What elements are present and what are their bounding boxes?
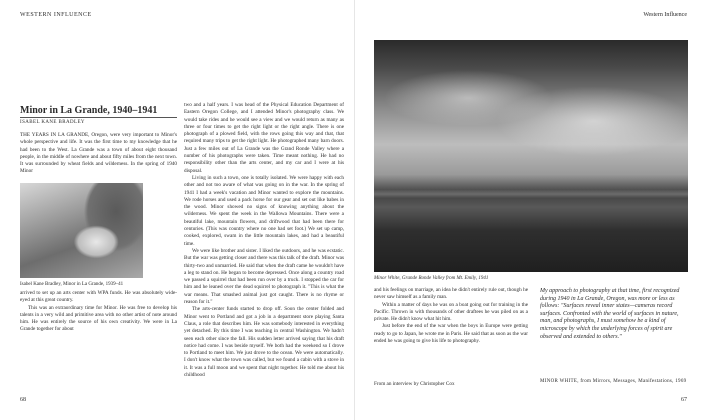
page-number-left: 68 — [20, 397, 26, 403]
portrait-photo — [20, 183, 143, 278]
landscape-photo — [374, 40, 688, 272]
interview-credit: From an interview by Christopher Cox — [374, 381, 455, 387]
article-author: ISABEL KANE BRADLEY — [20, 120, 85, 125]
column-2 — [184, 102, 344, 387]
paragraph: Just before the end of the war when the boys in Europe were getting ready to go to Japan, he wrote me in Paris. He said that as soon as the war ended he was going to give his life to photography. — [374, 323, 528, 345]
quote-attribution: MINOR WHITE, from Mirrors, Messages, Manifestations, 1969 — [540, 379, 687, 384]
paragraph: We were like brother and sister. I liked the outdoors, and he was ecstatic. But the war was getting closer and there was this talk of the draft. Minor was thirty-two and unmarried. He said that when the draft came he wouldn't have a leg to stand on. He began to become depressed. Once along a country road we passed a squirrel that had been run over by a truck. I stopped the car for him and he leaned over the dead squirrel to photograph it. "This is what the war means. That smashed animal just got caught. There is no rhyme or reason for it." — [184, 247, 344, 306]
paragraph: two and a half years. I was head of the Physical Education Department of Eastern Oregon College, and I attended Minor's photography class. We would take rides and he would see a view and we would return as many as three or four times to get the right light or the right angle. There is one photograph of a plowed field, with the rows going this way and that, that required many trips to get the right light. He photographed many barn doors. Just a few miles out of La Grande was the Grand Ronde Valley where a number of his photographs were taken. Time meant nothing. He had no responsibility other than the arts center, and my car and I were at his disposal. — [184, 102, 344, 174]
running-head-right: Western Influence — [643, 12, 687, 18]
paragraph: Within a matter of days he was on a boat going out for training in the Pacific. Thrown in with thousands of other draftees he was piled on as a private. He didn't know what hit him. — [374, 301, 528, 323]
running-head-left: WESTERN INFLUENCE — [20, 12, 92, 18]
column-1-top — [20, 132, 177, 182]
paragraph: The arts-center funds started to drop off. Soon the center folded and Minor went to Portland and got a job in a department store playing Santa Claus, a role that describes him. He was somebody interested in everything yet detached. By this time I was teaching in central Washington. We hadn't seen each other since the fall. His sudden letter arrived saying that his draft notice had come. I was beside myself. We both had the weekend so I drove to Portland to meet him. We just drove to the ocean. We were automatically. I don't know what the town was called, but we found a cabin with a stove in it. It was a full moon and we spent that night together. He told me about his childhood — [184, 306, 344, 378]
column-3 — [374, 287, 528, 377]
paragraph: Living in such a town, one is totally isolated. We were happy with each other and not too aware of what was going on in the war. In the spring of 1941 I had a week's vacation and Minor wanted to explore the mountains. We rode horses and used a pack horse for our gear and set out like babes in the wood. Minor showed no signs of knowing anything about the wilderness. We spent the week in the Wallowa Mountains. There were a beautiful lake, mountain flowers, and driftwood that had been there for centuries. (This was country where no one had set foot.) We set up camp, cooked, explored, swam in the little mountain lakes, and had a beautiful time. — [184, 174, 344, 247]
page-number-right: 67 — [681, 397, 687, 403]
paragraph: arrived to set up an arts center with WPA funds. He was absolutely wide-eyed at this great country. — [20, 290, 177, 304]
gutter-divider — [354, 0, 355, 420]
paragraph: and his feelings on marriage, an idea he didn't entirely rule out, though he never saw himself as a family man. — [374, 287, 528, 301]
photo-caption-left: Isabel Kane Bradley, Minor in La Grande, 1939–41 — [20, 282, 124, 287]
photo-caption-right: Minor White, Grande Ronde Valley from Mt. Emily, 1941 — [374, 276, 489, 281]
article-title: Minor in La Grande, 1940–1941 — [20, 105, 158, 116]
pull-quote: My approach to photography at that time, first recognized during 1940 in La Grande, Oregon, was more or less as follows: "Surfaces reveal inner states—cameras record surfaces. Confronted with the world of surfaces in nature, man, and photographs, I must somehow be a kind of microscope by which the underlying forces of spirit are observed and extended to others." — [540, 288, 680, 340]
paragraph: THE YEARS IN LA GRANDE, Oregon, were very important to Minor's whole perspective and life. It was the first time to my knowledge that he had been to the West. La Grande was a town of about eight thousand people, in the middle of nowhere and about fifty miles from the next town. It was surrounded by wheat fields and wilderness. In the spring of 1940 Minor — [20, 132, 177, 175]
photo-horizon-band — [374, 190, 688, 198]
paragraph: This was an extraordinary time for Minor. He was free to develop his talents in a very wild and primitive area with no other artist of note around him. He was entirely the source of his own creativity. We were in La Grande together for about — [20, 304, 177, 333]
column-1-bottom — [20, 290, 177, 376]
title-rule — [20, 117, 177, 118]
